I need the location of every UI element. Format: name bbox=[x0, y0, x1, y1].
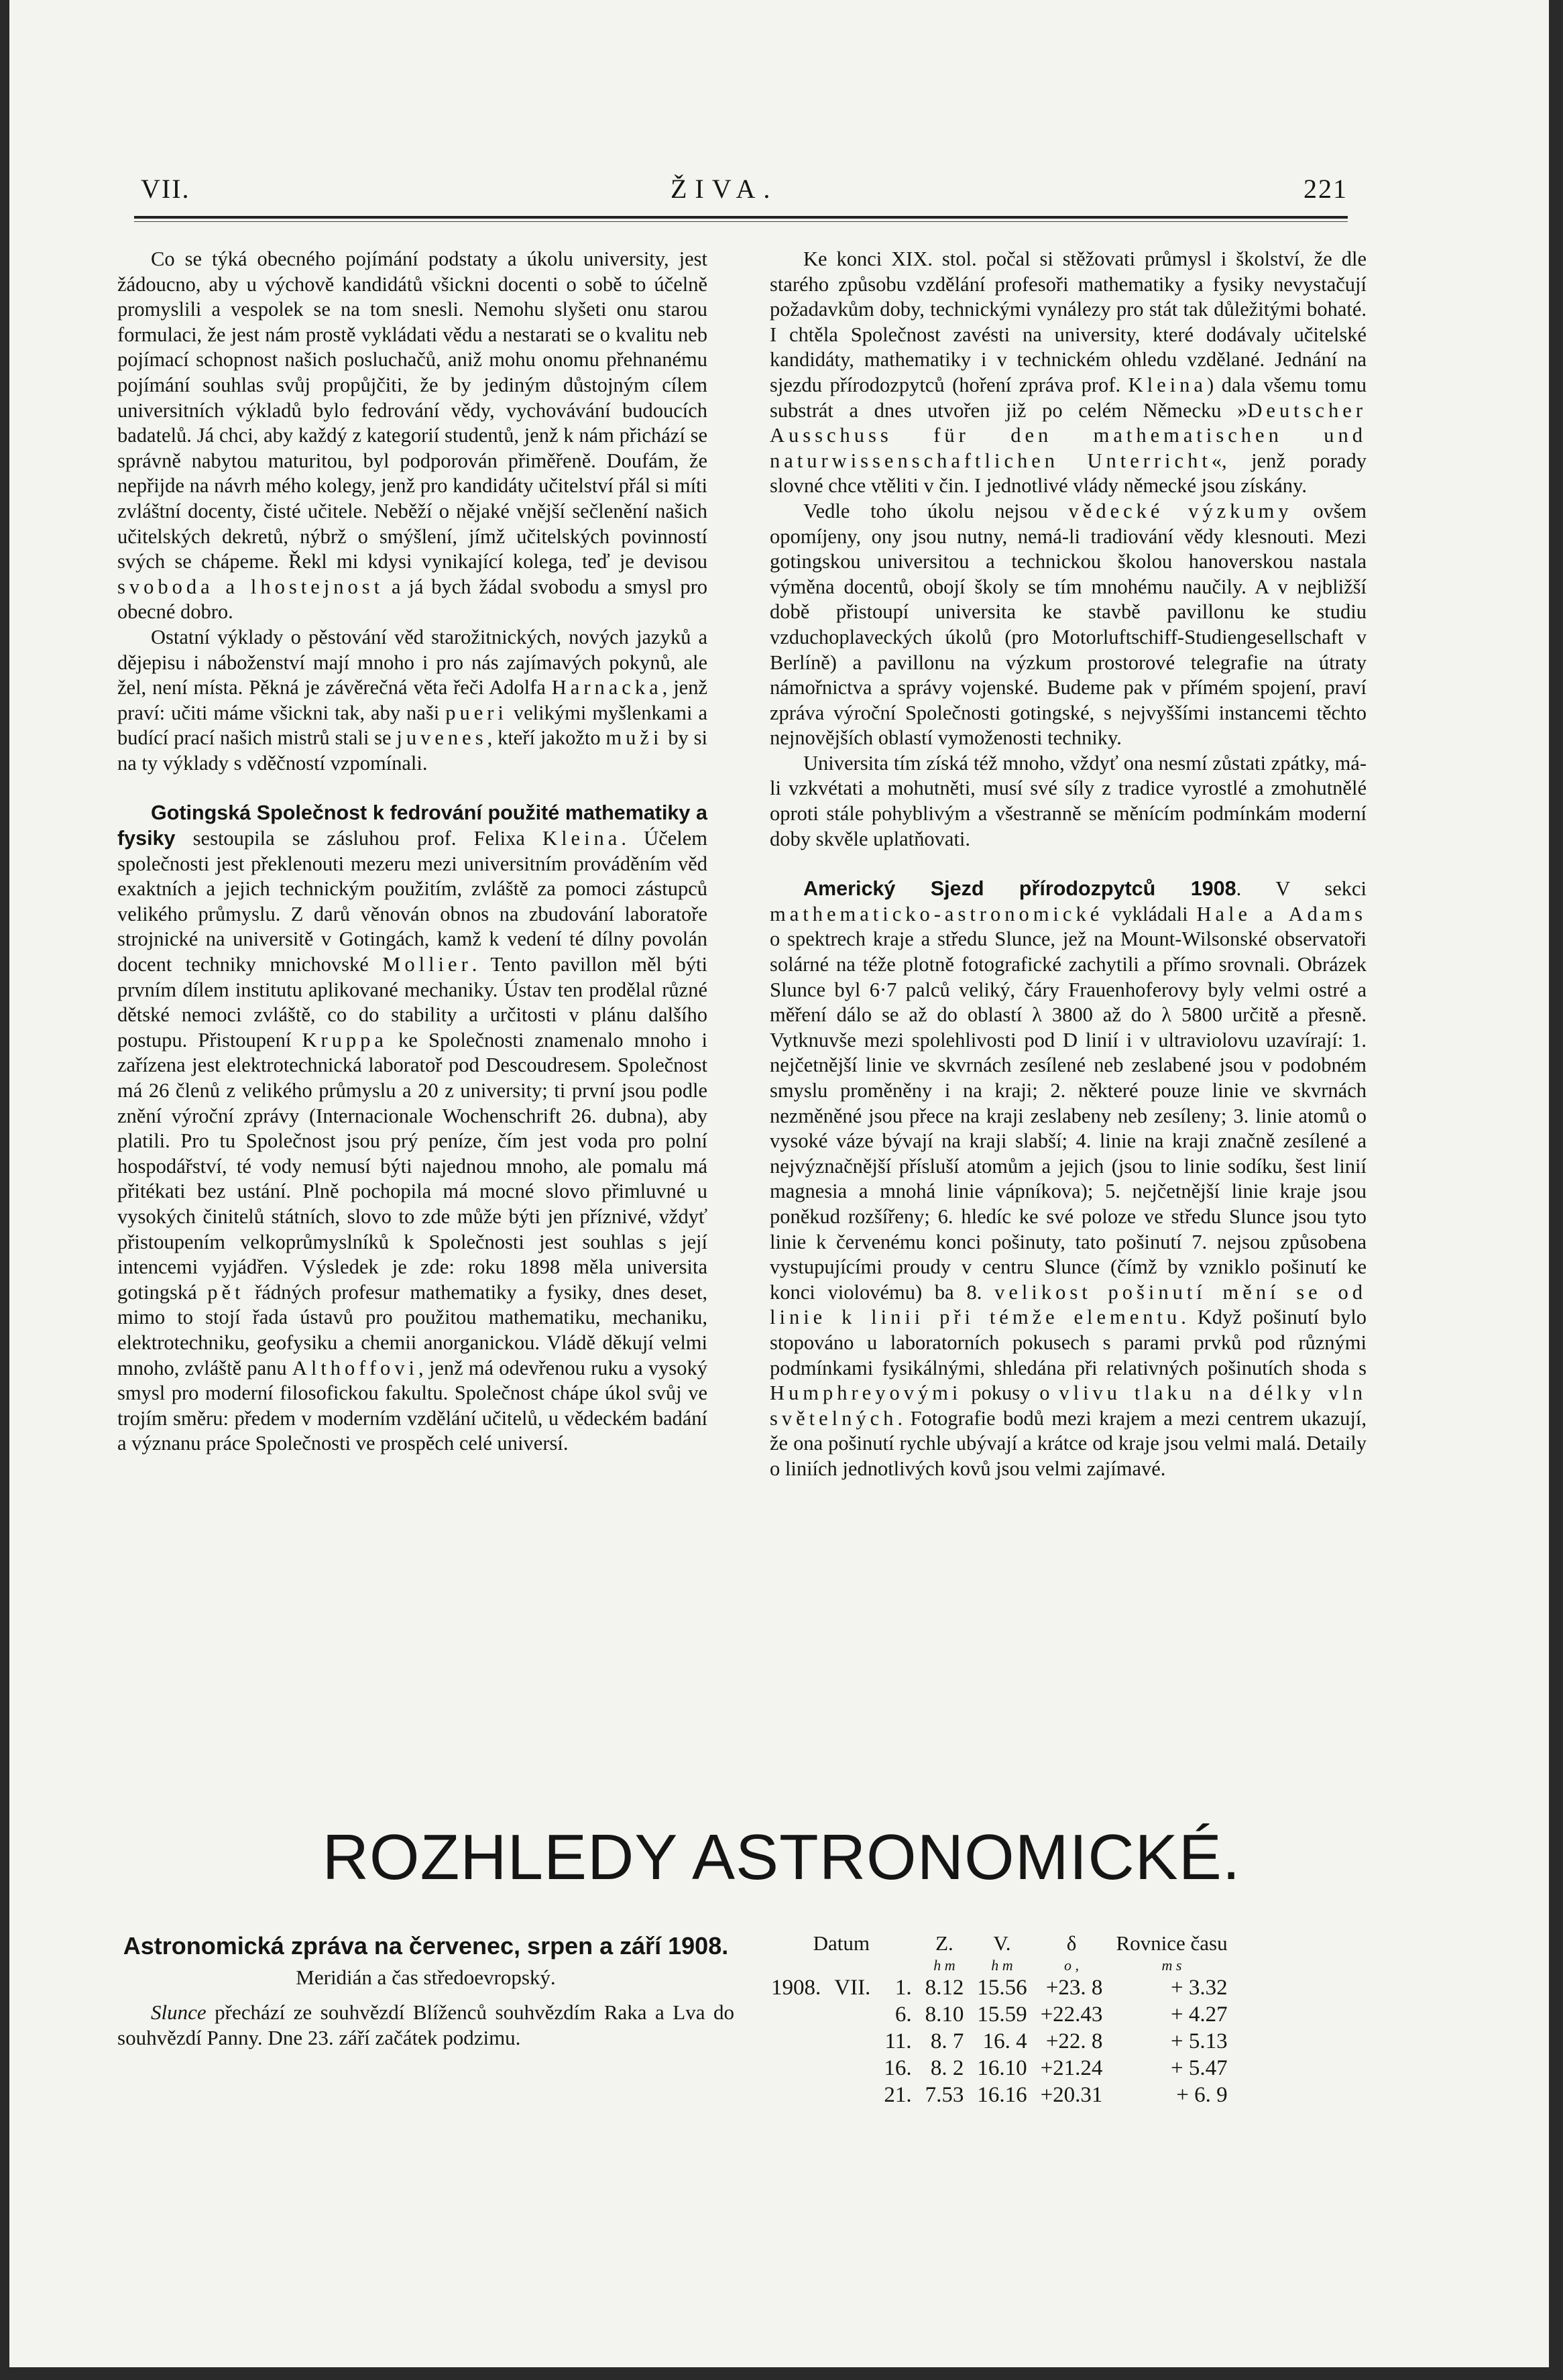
unit-set: h m bbox=[991, 1957, 1013, 1974]
paragraph: Vedle toho úkolu nejsou vědecké výzkumy ovšem opomíjeny, ony jsou nutny, nemá-li tradiování vědy klesnouti. Mezi gotingskou universitou a technickou školou hanoverskou nastala výměna docentů, obojí školy se tím mnohému naučily. A v nejbližší době přistoupí universita ke stavbě pavillonu ke studiu vzduchoplaveckých úkolů (pro Motorluftschiff-Studiengesellschaft v Berlíně) a pavillonu na výzkum prostorové telegrafie na útraty námořnictva a správy vojenské. Budeme pak v přímém spojení, praví zpráva výroční Společnosti gotingské, s nejvyššími instancemi těchto nejnovějších oblastí vymoženosti techniky. bbox=[770, 499, 1367, 750]
table-row: 6. 8.10 15.59 +22.43 + 4.27 bbox=[894, 2002, 1228, 2027]
paragraph-american-congress: Americký Sjezd přírodozpytců 1908. V sekci mathematicko-astronomické vykládali Hale a Adams o spektrech kraje a středu Slunce, jež na Mount-Wilsonské observatoři solárné na téže plotně fotografické zachytili a přímo srovnali. Obrázek Slunce byl 6·7 palců veliký, čáry Frauenhoferovy byly velmi ostré a měření dálo se až do oblastí λ 3800 až do λ 5800 určitě a přesně. Vytknuvše mezi spolehlivosti pod D linií i v ultraviolovu uzavírají: 1. nejčetnější linie ve skvrnách zesílené neb zeslabené jsou v podobném smyslu proměněny i na kraji; 2. některé pouze linie ve skvrnách nezměněné jsou přece na kraji zeslabeny neb zesíleny; 3. linie atomů o vysoké váze bývají na kraji slabší; 4. linie na kraji značně zesílené a nejvýznačnější přísluší atomům a jejich (jsou to linie sodíku, šest linií magnesia a mnohá linie vápníkova); 5. nejčetnější linie kraje jsou poněkud rozšířeny; 6. hledíc ke své poloze ve středu Slunce jsou tyto linie k červenému konci pošinuty, tato pošinutí 7. nejsou způsobena vystupujícími proudy v centru Slunce (čímž by vzniklo pošinutí ke konci violovému) ba 8. velikost pošinutí mění se od linie k linii při témže elementu. Když pošinutí bylo stopováno u laboratorních pokusech s parami prvků pod různými podmínkami fysikálnými, shledána při relativných pošinutích shoda s Humphreyovými pokusy o vlivu tlaku na délky vln světelných. Fotografie bodů mezi krajem a mezi centrem ukazují, že ona pošinutí rychle ubývají a krátce od kraje jsou velmi malá. Detaily o liniích jednotlivých kovů jsou velmi zajímavé. bbox=[770, 877, 1367, 1480]
section-heading: Americký Sjezd přírodozpytců 1908 bbox=[803, 877, 1236, 901]
table-header-row bbox=[764, 1930, 1234, 1957]
col-header-declination: δ bbox=[1066, 1931, 1077, 1955]
paragraph: Co se týká obecného pojímání podstaty a úkolu university, jest žádoucno, aby u výchově kandidátů všickni docenti o sobě to účelně promyslili a vespolek se na tom snesli. Nemohu slyšeti onu starou formulaci, že jest nám prostě vykládati vědu a nestarati se o kvalitu neb pojímací schopnost našich posluchačů, aniž mohu onomu přehnanému pojímání souhlas svůj propůjčiti, že by jediným důstojným cílem universitních výkladů bylo fedrování vědy, vychovávání budoucích badatelů. Já chci, aby každý z kategorií studentů, jenž k nám přichází se správně nabytou maturitou, byl podporován přiměřeně. Doufám, že nepřijde na návrh mého kolegy, jenž pro kandidáty učitelství přál si míti zvláštní docenty, čisté učitele. Neběží o nějaké vnější sečlenění našich učitelských dekretů, nýbrž o smýšlení, jímž učitelských povinností svých se chápeme. Řekl mi kdysi vynikající kolega, teď je devisou svoboda a lhostejnost a já bych žádal svobodu a smysl pro obecné dobro. bbox=[117, 247, 707, 624]
header-rule bbox=[134, 216, 1348, 219]
col-header-date: Datum bbox=[813, 1931, 870, 1955]
table-row: 1908. VII. 1. 8.12 15.56 +23. 8 + 3.32 bbox=[771, 1975, 1228, 2000]
header-rule-thin bbox=[134, 221, 1348, 222]
section-heading: Gotingská Společnost k fedrování použité mathematiky a fysiky bbox=[117, 801, 707, 850]
right-column bbox=[770, 247, 1367, 1482]
astro-report bbox=[117, 1931, 734, 2051]
paragraph-gottingen-society: Gotingská Společnost k fedrování použité mathematiky a fysiky sestoupila se zásluhou prof. Felixa Kleina. Účelem společnosti jest překlenouti mezeru mezi universitním prováděním věd exaktních a jejich technickým použitím, zvláště za pomoci zástupců velikého průmyslu. Z darů věnován obnos na zbudování laboratoře strojnické na universitě v Gotingách, kamž k vedení té dílny povolán docent techniky mnichovské Mollier. Tento pavillon měl býti prvním dílem institutu aplikované mechaniky. Ústav ten prodělal různé dětské nemoci zvláště, co do stability a určitosti v plánu dalšího postupu. Přistoupení Kruppa ke Společnosti znamenalo mnoho i zařízena jest elektrotechnická laboratoř pod Descoudresem. Společnost má 26 členů z velikého průmyslu a 20 z university; ti první jsou podle znění výroční zprávy (Internacionale Wochenschrift 26. dubna), aby platili. Pro tu Společnost jsou prý peníze, čím jest voda pro polní hospodářství, té vody nemusí býti najednou mnoho, ale pomalu má přitékati bez ustání. Plně pochopila má mocné slovo přimluvné u vysokých činitelů státních, slovo to zde může býti jen příznivé, vždyť přistoupením velkoprůmyslníků k Společnosti jest souhlas s její intencemi vyjádřen. Výsledek je zde: roku 1898 měla universita gotingská pět řádných profesur mathematiky a fysiky, dnes deset, mimo to stojí řada ústavů pro použitou mathematiku, mechaniku, elektrotechniku, geofysiku a chemii anorganickou. Vládě děkují velmi mnoho, zvláště panu Althoffovi, jenž má odevřenou ruku a vysoký smysl pro moderní filosofickou fakultu. Společnost chápe úkol svůj ve trojím směru: předem v moderním vzdělání učitelů, u vědeckém badání a význanu práce Společnosti ve prospěch celé universí. bbox=[117, 801, 707, 1455]
table-row: 21. 7.53 16.16 +20.31 + 6. 9 bbox=[884, 2082, 1228, 2107]
astro-report-text: Slunce přechází ze souhvězdí Blíženců souhvězdím Raka a Lva do souhvězdí Panny. Dne 23. září začátek podzimu. bbox=[117, 2000, 734, 2049]
volume-number: VII. bbox=[141, 174, 190, 204]
page-number: 221 bbox=[1304, 174, 1348, 204]
left-column bbox=[117, 247, 707, 1457]
paragraph: Ke konci XIX. stol. počal si stěžovati průmysl i školství, že dle starého způsobu vzdělání profesoři mathematiky a fysiky nevystačují požadavkům doby, technickými vynálezy pro stát tak důležitými bohaté. I chtěla Společnost zavésti na university, které dodávaly učitelské kandidáty, mathematiky i v technickém ohledu vzdělané. Jednání na sjezdu přírodozpytců (hoření zpráva prof. Kleina) dala všemu tomu substrát a dnes utvořen již po celém Německu »Deutscher Ausschuss für den mathematischen und naturwissenschaftlichen Unterricht«, jenž porady slovné chce vtěliti v čin. I jednotlivé vlády německé jsou získány. bbox=[770, 247, 1367, 498]
col-header-rise: Z. bbox=[935, 1931, 953, 1955]
ephemeris-table bbox=[764, 1930, 1234, 2108]
table-row: 16. 8. 2 16.10 +21.24 + 5.47 bbox=[884, 2055, 1228, 2080]
section-title: ROZHLEDY ASTRONOMICKÉ. bbox=[322, 1821, 1241, 1893]
paragraph: Ostatní výklady o pěstování věd starožitnických, nových jazyků a dějepisu i náboženství mají mnoho i pro nás zajímavých pokynů, ale žel, není místa. Pěkná je závěrečná věta řeči Adolfa Harnacka, jenž praví: učiti máme všickni tak, aby naši pueri velikými myšlenkami a budící prací našich mistrů stali se juvenes, kteří jakožto muži by si na ty výklady s vděčností vzpomínali. bbox=[117, 625, 708, 775]
col-header-set: V. bbox=[993, 1931, 1011, 1955]
paragraph: Universita tím získá též mnoho, vždyť ona nesmí zůstati zpátky, má-li vzkvétati a mohutněti, musí své síly z tradice vyrostlé a zmohutnělé oproti stále pohyblivým a všestranně se měnícím podmínkám moderní doby skvěle uplatňovati. bbox=[770, 751, 1367, 850]
col-header-equation: Rovnice času bbox=[1116, 1931, 1228, 1955]
table-row: 11. 8. 7 16. 4 +22. 8 + 5.13 bbox=[884, 2029, 1228, 2053]
journal-title: ŽIVA. bbox=[671, 174, 778, 204]
astro-report-subheading: Meridián a čas středoevropský. bbox=[296, 1966, 556, 1989]
table-units-row bbox=[764, 1957, 1234, 1974]
running-header bbox=[141, 173, 1348, 213]
unit-declination: o , bbox=[1064, 1957, 1079, 1974]
astro-report-heading: Astronomická zpráva na červenec, srpen a září 1908. bbox=[123, 1932, 729, 1960]
unit-equation: m s bbox=[1161, 1957, 1182, 1974]
unit-rise: h m bbox=[933, 1957, 956, 1974]
